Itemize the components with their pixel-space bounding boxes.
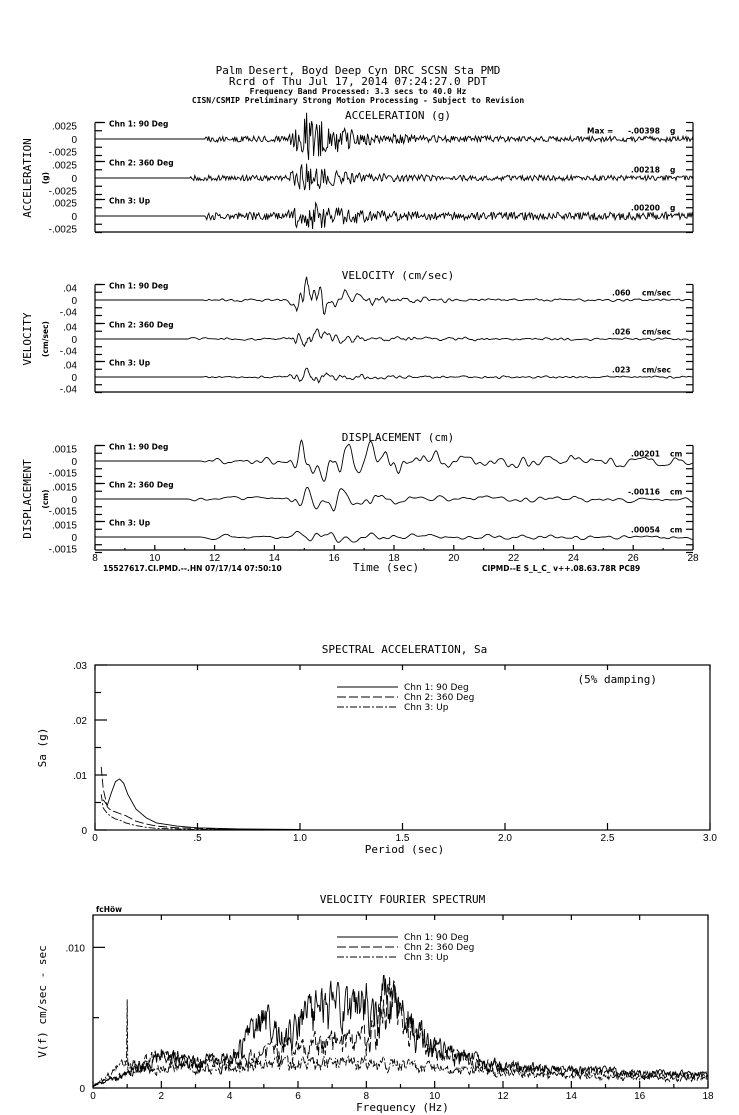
y-tick-label: .010 bbox=[65, 943, 85, 955]
footer-record-id: 15527617.CI.PMD.--.HN 07/17/14 07:50:10 bbox=[103, 564, 282, 573]
x-tick-label: 3.0 bbox=[703, 833, 717, 844]
legend-entry-3: Chn 3: Up bbox=[404, 953, 449, 963]
panel-title: DISPLACEMENT (cm) bbox=[341, 431, 455, 444]
chart-title: VELOCITY FOURIER SPECTRUM bbox=[319, 893, 486, 906]
time-tick-label: 16 bbox=[328, 553, 340, 564]
y-tick-label-bottom: -.04 bbox=[59, 307, 77, 319]
panel-ylabel: ACCELERATION bbox=[21, 138, 34, 218]
x-tick-label: 6 bbox=[295, 1091, 301, 1102]
time-tick-label: 20 bbox=[448, 553, 460, 564]
y-axis-label: Sa (g) bbox=[36, 727, 49, 768]
header-frequency-band: Frequency Band Processed: 3.3 secs to 40.0 Hz bbox=[249, 87, 467, 96]
channel-max-unit: cm/sec bbox=[642, 288, 671, 298]
y-tick-label-bottom: -.0015 bbox=[48, 506, 77, 518]
y-tick-label-top: .04 bbox=[63, 360, 77, 372]
y-tick-label-zero: 0 bbox=[71, 174, 77, 185]
x-tick-label: 18 bbox=[702, 1091, 714, 1102]
channel-label: Chn 3: Up bbox=[109, 518, 151, 528]
y-tick-label-zero: 0 bbox=[71, 135, 77, 146]
x-tick-label: 2.0 bbox=[498, 833, 512, 844]
time-tick-label: 28 bbox=[687, 553, 699, 564]
x-tick-label: 14 bbox=[565, 1091, 577, 1102]
time-tick-label: 10 bbox=[149, 553, 161, 564]
channel-max-value: .00054 bbox=[631, 525, 660, 535]
panel-yunit: (g) bbox=[41, 171, 50, 185]
y-tick-label: .01 bbox=[73, 771, 87, 782]
y-axis-label: V(f) cm/sec - sec bbox=[36, 945, 49, 1058]
y-tick-label-bottom: -.0025 bbox=[48, 147, 77, 159]
panel-ylabel: VELOCITY bbox=[21, 312, 34, 366]
y-tick-label-bottom: -.0015 bbox=[48, 468, 77, 480]
channel-max-unit: g bbox=[670, 126, 676, 136]
header-record-time: Rcrd of Thu Jul 17, 2014 07:24:27.0 PDT bbox=[228, 75, 488, 88]
channel-max-unit: g bbox=[670, 203, 676, 213]
channel-label: Chn 3: Up bbox=[109, 358, 151, 368]
y-tick-label-bottom: -.04 bbox=[59, 346, 77, 358]
damping-annotation: (5% damping) bbox=[577, 673, 657, 686]
channel-max-value: .00218 bbox=[631, 165, 660, 175]
time-tick-label: 18 bbox=[388, 553, 400, 564]
y-tick-label-top: .0025 bbox=[51, 121, 77, 133]
x-tick-label: 0 bbox=[90, 1091, 96, 1102]
footer-version: CIPMD--E S_L_C_ v++.08.63.78R PC89 bbox=[482, 564, 641, 573]
y-tick-label-bottom: -.04 bbox=[59, 384, 77, 396]
panel-yunit: (cm) bbox=[41, 489, 50, 509]
channel-label: Chn 1: 90 Deg bbox=[109, 281, 169, 291]
time-tick-label: 14 bbox=[268, 553, 280, 564]
y-tick-label-top: .0015 bbox=[51, 520, 77, 532]
legend-entry-2: Chn 2: 360 Deg bbox=[404, 693, 475, 703]
channel-max-unit: cm/sec bbox=[642, 365, 671, 375]
y-tick-label-zero: 0 bbox=[71, 373, 77, 384]
panel-yunit: (cm/sec) bbox=[41, 321, 50, 357]
channel-max-value: -.00398 bbox=[627, 126, 660, 136]
y-tick-label-bottom: -.0025 bbox=[48, 224, 77, 236]
header-processing-note: CISN/CSMIP Preliminary Strong Motion Processing - Subject to Revision bbox=[191, 96, 525, 105]
panel-title: VELOCITY (cm/sec) bbox=[341, 269, 455, 282]
y-tick-label-top: .04 bbox=[63, 322, 77, 334]
channel-max-unit: cm/sec bbox=[642, 327, 671, 337]
max-label: Max = bbox=[587, 126, 614, 136]
x-tick-label: .5 bbox=[193, 833, 202, 844]
y-tick-label-top: .0025 bbox=[51, 198, 77, 210]
x-tick-label: 16 bbox=[634, 1091, 646, 1102]
channel-label: Chn 3: Up bbox=[109, 196, 151, 206]
y-tick-label-zero: 0 bbox=[71, 335, 77, 346]
channel-max-unit: cm bbox=[670, 449, 683, 459]
y-tick-label-zero: 0 bbox=[71, 533, 77, 544]
x-axis-label: Period (sec) bbox=[364, 843, 445, 856]
y-tick-label-top: .0015 bbox=[51, 482, 77, 494]
legend-entry-3: Chn 3: Up bbox=[404, 703, 449, 713]
time-axis-label: Time (sec) bbox=[352, 561, 420, 574]
channel-max-unit: g bbox=[670, 165, 676, 175]
channel-max-value: .00201 bbox=[631, 449, 660, 459]
channel-label: Chn 2: 360 Deg bbox=[109, 320, 174, 330]
x-tick-label: 4 bbox=[226, 1091, 233, 1102]
x-tick-label: 2 bbox=[158, 1091, 165, 1102]
channel-max-value: .026 bbox=[612, 327, 631, 337]
panel-title: ACCELERATION (g) bbox=[345, 109, 451, 122]
legend-entry-1: Chn 1: 90 Deg bbox=[404, 683, 469, 693]
corner-label: fcHöw bbox=[96, 905, 123, 914]
legend-entry-2: Chn 2: 360 Deg bbox=[404, 943, 475, 953]
y-tick-label: 0 bbox=[81, 826, 87, 837]
x-tick-label: 10 bbox=[429, 1091, 441, 1102]
x-tick-label: 2.5 bbox=[600, 833, 615, 844]
y-tick-label-top: .04 bbox=[63, 283, 77, 295]
panel-ylabel: DISPLACEMENT bbox=[21, 459, 34, 539]
time-tick-label: 8 bbox=[92, 553, 98, 564]
y-tick-label-bottom: -.0025 bbox=[48, 186, 77, 198]
channel-max-unit: cm bbox=[670, 525, 683, 535]
channel-max-value: .00200 bbox=[631, 203, 660, 213]
y-tick-label-zero: 0 bbox=[71, 212, 77, 223]
channel-label: Chn 1: 90 Deg bbox=[109, 442, 169, 452]
time-tick-label: 26 bbox=[627, 553, 639, 564]
y-tick-label-top: .0025 bbox=[51, 160, 77, 172]
channel-max-value: -.00116 bbox=[627, 487, 660, 497]
y-tick-label-zero: 0 bbox=[71, 296, 77, 307]
x-tick-label: 0 bbox=[92, 833, 98, 844]
channel-max-value: .023 bbox=[612, 365, 631, 375]
channel-label: Chn 2: 360 Deg bbox=[109, 158, 174, 168]
x-tick-label: 1.0 bbox=[293, 833, 307, 844]
channel-label: Chn 1: 90 Deg bbox=[109, 119, 169, 129]
time-tick-label: 12 bbox=[209, 553, 221, 564]
x-axis-label: Frequency (Hz) bbox=[356, 1101, 449, 1114]
y-tick-label: 0 bbox=[79, 1084, 85, 1095]
x-tick-label: 8 bbox=[363, 1091, 370, 1102]
time-tick-label: 24 bbox=[567, 553, 579, 564]
chart-title: SPECTRAL ACCELERATION, Sa bbox=[321, 643, 488, 656]
y-tick-label: .03 bbox=[73, 661, 87, 672]
header-station: Palm Desert, Boyd Deep Cyn DRC SCSN Sta PMD bbox=[215, 64, 501, 77]
y-tick-label-zero: 0 bbox=[71, 457, 77, 468]
y-tick-label-bottom: -.0015 bbox=[48, 544, 77, 556]
y-tick-label: .02 bbox=[73, 716, 87, 727]
x-tick-label: 12 bbox=[497, 1091, 509, 1102]
time-tick-label: 22 bbox=[508, 553, 520, 564]
x-tick-label: 1.5 bbox=[395, 833, 410, 844]
y-tick-label-top: .0015 bbox=[51, 444, 77, 456]
channel-max-unit: cm bbox=[670, 487, 683, 497]
channel-max-value: .060 bbox=[612, 288, 631, 298]
channel-label: Chn 2: 360 Deg bbox=[109, 480, 174, 490]
y-tick-label-zero: 0 bbox=[71, 495, 77, 506]
legend-entry-1: Chn 1: 90 Deg bbox=[404, 933, 469, 943]
